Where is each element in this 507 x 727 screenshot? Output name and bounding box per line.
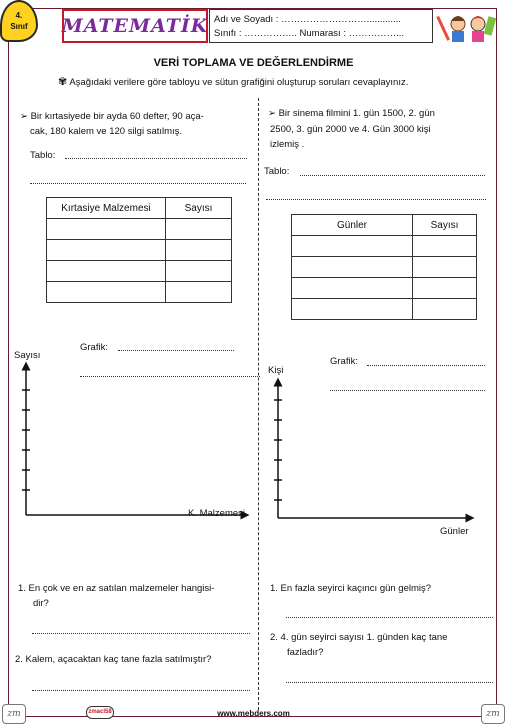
- table-row: [47, 282, 232, 303]
- table-header-cell: Günler: [292, 215, 413, 236]
- table-cell[interactable]: [413, 278, 477, 299]
- grade-badge: [0, 0, 38, 42]
- right-table-label: Tablo:: [264, 166, 290, 177]
- left-question-1-line2: dir?: [33, 598, 49, 609]
- table-cell[interactable]: [166, 261, 232, 282]
- left-problem-line2: cak, 180 kalem ve 120 silgi satılmış.: [30, 126, 183, 137]
- table-cell[interactable]: [47, 282, 166, 303]
- table-cell[interactable]: [292, 257, 413, 278]
- grade-number: 4.: [15, 11, 23, 20]
- table-row: [292, 236, 477, 257]
- right-problem-line1: ➢ Bir sinema filmini 1. gün 1500, 2. gün: [268, 108, 435, 119]
- left-data-table: [46, 197, 232, 303]
- author-tag: zmaci58: [86, 706, 114, 719]
- left-y-axis-label: Sayısı: [14, 350, 41, 361]
- website-link[interactable]: www.mebders.com: [217, 709, 290, 718]
- table-header-cell: Sayısı: [413, 215, 477, 236]
- table-cell[interactable]: [413, 257, 477, 278]
- table-row: [292, 278, 477, 299]
- table-cell[interactable]: [47, 261, 166, 282]
- right-question-1-answer-line[interactable]: [286, 617, 493, 618]
- table-row: [47, 198, 232, 219]
- table-cell[interactable]: [166, 219, 232, 240]
- table-row: [292, 257, 477, 278]
- table-cell[interactable]: [292, 278, 413, 299]
- left-table-answer-line1[interactable]: [65, 158, 247, 159]
- left-table-answer-line2[interactable]: [30, 183, 246, 184]
- left-question-1-line1: 1. En çok ve en az satılan malzemeler hangisi-: [18, 583, 215, 594]
- left-graph-label: Grafik:: [80, 342, 108, 353]
- left-table-label: Tablo:: [30, 150, 56, 161]
- right-question-2-line2: fazladır?: [287, 647, 324, 658]
- page-title: VERİ TOPLAMA VE DEĞERLENDİRME: [153, 57, 354, 69]
- left-question-2: 2. Kalem, açacaktan kaç tane fazla satılmıştır?: [15, 654, 212, 665]
- column-divider: [258, 98, 259, 710]
- table-cell[interactable]: [166, 282, 232, 303]
- table-header-cell: Sayısı: [166, 198, 232, 219]
- table-row: [47, 261, 232, 282]
- grade-sub: Sınıf: [10, 22, 28, 31]
- left-problem-line1: ➢ Bir kırtasiyede bir ayda 60 defter, 90 aça-: [20, 111, 204, 122]
- name-field[interactable]: Adı ve Soyadı : ……………………….............: [214, 14, 401, 25]
- left-graph-axes: [20, 360, 250, 520]
- right-data-table: [291, 214, 477, 320]
- table-cell[interactable]: [413, 299, 477, 320]
- instruction-row: [58, 75, 408, 88]
- flower-icon: ✾: [58, 76, 68, 88]
- instruction-text: Aşağıdaki verilere göre tabloyu ve sütun grafiğini oluşturup soruları cevaplayınız.: [69, 77, 409, 88]
- class-number-field[interactable]: Sınıfı : …………….. Numarası : ……………...: [214, 28, 405, 39]
- kids-illustration-icon: [436, 9, 496, 43]
- table-row: [47, 219, 232, 240]
- corner-logo-left: zm: [2, 704, 26, 724]
- table-cell[interactable]: [47, 219, 166, 240]
- right-graph-label: Grafik:: [330, 356, 358, 367]
- right-question-2-line1: 2. 4. gün seyirci sayısı 1. günden kaç tane: [270, 632, 448, 643]
- table-cell[interactable]: [413, 236, 477, 257]
- right-table-answer-line2[interactable]: [266, 199, 486, 200]
- table-row: [292, 299, 477, 320]
- table-row: [47, 240, 232, 261]
- corner-logo-right: zm: [481, 704, 505, 724]
- table-cell[interactable]: [292, 299, 413, 320]
- table-cell[interactable]: [47, 240, 166, 261]
- right-x-axis-label: Günler: [440, 526, 469, 537]
- subject-title: MATEMATİK: [62, 9, 208, 43]
- table-header-cell: Kırtasiye Malzemesi: [47, 198, 166, 219]
- right-table-answer-line1[interactable]: [300, 175, 485, 176]
- student-info-box: [209, 9, 433, 43]
- left-x-axis-label: K. Malzemesi: [188, 508, 246, 519]
- table-cell[interactable]: [292, 236, 413, 257]
- table-cell[interactable]: [166, 240, 232, 261]
- right-graph-answer-line1[interactable]: [367, 365, 485, 366]
- right-y-axis-label: Kişi: [268, 365, 284, 376]
- right-problem-line2: 2500, 3. gün 2000 ve 4. Gün 3000 kişi: [270, 124, 431, 135]
- right-question-1: 1. En fazla seyirci kaçıncı gün gelmiş?: [270, 583, 432, 594]
- table-row: [292, 215, 477, 236]
- right-question-2-answer-line[interactable]: [286, 682, 493, 683]
- left-question-2-answer-line[interactable]: [32, 690, 250, 691]
- left-graph-answer-line1[interactable]: [118, 350, 234, 351]
- right-problem-line3: izlemiş .: [270, 139, 305, 150]
- right-graph-axes: [270, 376, 475, 524]
- left-question-1-answer-line[interactable]: [32, 633, 250, 634]
